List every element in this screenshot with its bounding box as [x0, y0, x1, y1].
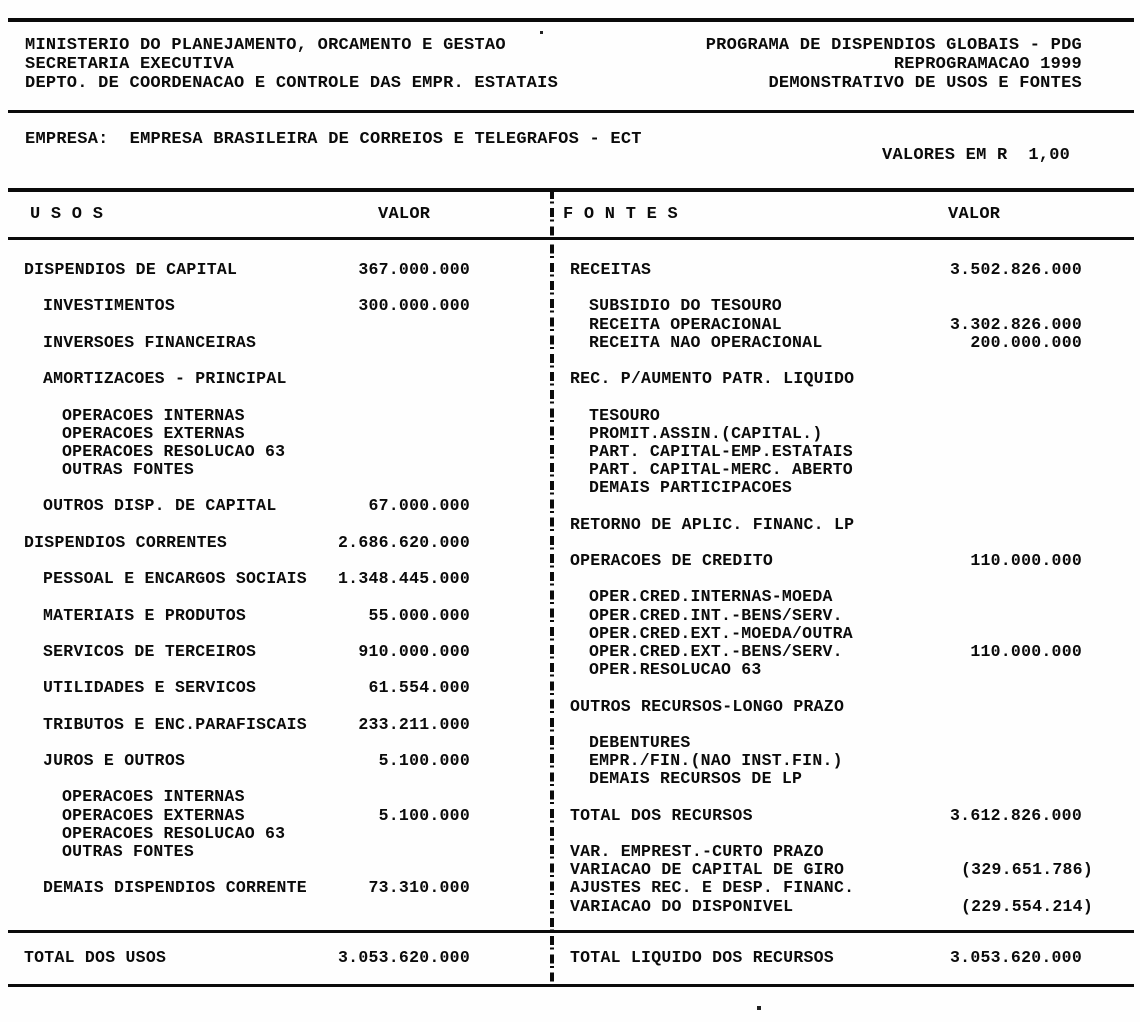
table-row — [24, 679, 470, 697]
scan-artifact-dot — [540, 31, 543, 34]
table-row — [24, 370, 470, 388]
row-label: VAR. EMPREST.-CURTO PRAZO — [570, 842, 824, 861]
table-row — [570, 461, 1082, 479]
rule-under-header — [8, 110, 1134, 113]
uses-total-value: 3.053.620.000 — [338, 948, 470, 967]
ministry-line-1: MINISTERIO DO PLANEJAMENTO, ORCAMENTO E GESTAO — [25, 36, 506, 55]
table-row — [24, 643, 470, 661]
table-row — [24, 825, 470, 843]
table-row — [24, 443, 470, 461]
row-label: PESSOAL E ENCARGOS SOCIAIS — [43, 569, 307, 589]
table-row — [570, 698, 1082, 716]
row-label: INVERSOES FINANCEIRAS — [43, 332, 257, 352]
row-label: DISPENDIOS DE CAPITAL — [24, 260, 238, 279]
row-label: OUTRAS FONTES — [62, 842, 194, 861]
table-row — [570, 860, 1093, 880]
row-value: 5.100.000 — [378, 751, 470, 771]
row-label: INVESTIMENTOS — [43, 296, 175, 316]
table-row — [24, 388, 470, 406]
table-row — [24, 843, 470, 861]
table-row — [570, 316, 1082, 334]
row-value: 3.502.826.000 — [950, 260, 1082, 279]
table-row — [24, 497, 470, 515]
statement-title: DEMONSTRATIVO DE USOS E FONTES — [768, 74, 1082, 93]
rule-above-totals — [8, 930, 1134, 933]
column-divider — [550, 190, 554, 988]
row-value: 3.612.826.000 — [950, 805, 1082, 825]
rule-bottom — [8, 984, 1134, 987]
row-value: 55.000.000 — [368, 605, 470, 625]
table-row — [24, 261, 470, 279]
table-row — [24, 861, 470, 879]
table-row — [570, 388, 1082, 406]
table-row — [24, 279, 470, 297]
row-label: TESOURO — [589, 405, 661, 425]
company-label: EMPRESA: — [25, 130, 109, 149]
row-label: RECEITAS — [570, 260, 652, 279]
table-row — [24, 625, 470, 643]
table-row — [570, 716, 1082, 734]
row-label: REC. P/AUMENTO PATR. LIQUIDO — [570, 369, 855, 389]
table-row — [570, 297, 1082, 315]
table-row — [570, 370, 1082, 388]
uses-value-header: VALOR — [378, 205, 431, 224]
table-row — [570, 334, 1082, 352]
table-row — [570, 879, 1082, 897]
row-value: (329.651.786) — [961, 860, 1093, 880]
table-row — [570, 352, 1082, 370]
table-row — [570, 734, 1082, 752]
sources-column-header: F O N T E S — [563, 205, 678, 224]
row-label: OPER.CRED.EXT.-BENS/SERV. — [589, 641, 843, 661]
ministry-line-2: SECRETARIA EXECUTIVA — [25, 55, 235, 74]
table-row — [24, 752, 470, 770]
table-row — [24, 334, 470, 352]
row-value: 67.000.000 — [368, 496, 470, 516]
table-row — [24, 352, 470, 370]
row-label: OPERACOES INTERNAS — [62, 787, 245, 807]
table-row — [24, 570, 470, 588]
row-label: SERVICOS DE TERCEIROS — [43, 641, 257, 661]
table-row — [570, 407, 1082, 425]
program-title: PROGRAMA DE DISPENDIOS GLOBAIS - PDG — [705, 36, 1082, 55]
table-row — [570, 643, 1082, 661]
table-row — [570, 661, 1082, 679]
uses-column-header: U S O S — [30, 205, 104, 224]
ministry-header — [25, 36, 558, 93]
table-row — [570, 825, 1082, 843]
row-value: 2.686.620.000 — [338, 532, 470, 552]
row-label: VARIACAO DO DISPONIVEL — [570, 896, 794, 916]
row-label: RECEITA NAO OPERACIONAL — [589, 332, 823, 352]
row-value: 3.302.826.000 — [950, 314, 1082, 334]
row-label: RETORNO DE APLIC. FINANC. LP — [570, 514, 855, 534]
row-label: JUROS E OUTROS — [43, 751, 186, 771]
row-label: OPERACOES DE CREDITO — [570, 551, 774, 570]
table-row — [24, 734, 470, 752]
table-row — [570, 625, 1082, 643]
row-label: PART. CAPITAL-EMP.ESTATAIS — [589, 441, 853, 461]
row-label: MATERIAIS E PRODUTOS — [43, 605, 247, 625]
row-value: 61.554.000 — [368, 678, 470, 698]
row-label: OUTROS RECURSOS-LONGO PRAZO — [570, 696, 845, 716]
table-row — [24, 716, 470, 734]
row-label: AMORTIZACOES - PRINCIPAL — [43, 369, 287, 389]
company-line — [25, 130, 642, 149]
row-label: SUBSIDIO DO TESOURO — [589, 296, 782, 316]
row-label: DEMAIS PARTICIPACOES — [589, 478, 793, 498]
uses-total-label: TOTAL DOS USOS — [24, 948, 167, 967]
table-row — [24, 879, 470, 897]
uses-column — [24, 261, 470, 916]
table-row — [24, 407, 470, 425]
row-value: (229.554.214) — [961, 896, 1093, 916]
program-header — [706, 36, 1082, 93]
row-label: AJUSTES REC. E DESP. FINANC. — [570, 878, 855, 898]
row-label: OPERACOES EXTERNAS — [62, 423, 245, 443]
row-label: UTILIDADES E SERVICOS — [43, 678, 257, 698]
table-row — [24, 552, 470, 570]
table-row — [570, 807, 1082, 825]
rule-top — [8, 18, 1134, 22]
row-label: DISPENDIOS CORRENTES — [24, 532, 228, 552]
row-value: 5.100.000 — [378, 805, 470, 825]
table-row — [24, 607, 470, 625]
row-label: TOTAL DOS RECURSOS — [570, 805, 753, 825]
table-row — [24, 588, 470, 606]
table-row — [24, 297, 470, 315]
row-value: 367.000.000 — [358, 260, 470, 279]
sources-total-value: 3.053.620.000 — [950, 948, 1082, 967]
row-value: 200.000.000 — [970, 332, 1082, 352]
table-row — [570, 679, 1082, 697]
rule-above-column-headers — [8, 188, 1134, 192]
row-label: RECEITA OPERACIONAL — [589, 314, 782, 334]
row-label: OPERACOES EXTERNAS — [62, 805, 245, 825]
row-label: OPER.CRED.EXT.-MOEDA/OUTRA — [589, 623, 853, 643]
sources-value-header: VALOR — [948, 205, 1001, 224]
company-name: EMPRESA BRASILEIRA DE CORREIOS E TELEGRAFOS - ECT — [129, 130, 642, 149]
table-row — [570, 279, 1082, 297]
table-row — [570, 770, 1082, 788]
table-row — [570, 788, 1082, 806]
row-value: 73.310.000 — [368, 878, 470, 898]
table-row — [570, 896, 1093, 916]
rule-below-column-headers — [8, 237, 1134, 240]
table-row — [570, 552, 1082, 570]
table-row — [24, 425, 470, 443]
row-label: EMPR./FIN.(NAO INST.FIN.) — [589, 751, 843, 771]
table-row — [570, 752, 1082, 770]
sources-total-row — [570, 948, 1082, 968]
row-label: OPER.CRED.INT.-BENS/SERV. — [589, 605, 843, 625]
table-row — [24, 898, 470, 916]
row-value: 910.000.000 — [358, 641, 470, 661]
table-row — [24, 788, 470, 806]
table-row — [570, 261, 1082, 279]
row-label: OUTROS DISP. DE CAPITAL — [43, 496, 277, 516]
row-value: 110.000.000 — [970, 641, 1082, 661]
row-label: OPER.CRED.INTERNAS-MOEDA — [589, 587, 833, 607]
table-row — [570, 607, 1082, 625]
row-label: PART. CAPITAL-MERC. ABERTO — [589, 460, 853, 480]
currency-note: VALORES EM R 1,00 — [882, 146, 1071, 165]
row-label: OPERACOES RESOLUCAO 63 — [62, 823, 286, 843]
program-subtitle: REPROGRAMACAO 1999 — [893, 55, 1082, 74]
row-label: OPERACOES RESOLUCAO 63 — [62, 441, 286, 461]
row-label: TRIBUTOS E ENC.PARAFISCAIS — [43, 714, 307, 734]
table-row — [24, 698, 470, 716]
row-value: 300.000.000 — [358, 296, 470, 316]
table-row — [570, 497, 1082, 515]
uses-total-row — [24, 948, 470, 968]
table-row — [570, 479, 1082, 497]
row-label: OPER.RESOLUCAO 63 — [589, 660, 762, 680]
table-row — [570, 425, 1082, 443]
table-row — [24, 661, 470, 679]
scan-artifact-dot — [757, 1006, 761, 1010]
table-row — [24, 534, 470, 552]
table-row — [570, 534, 1082, 552]
row-value: 1.348.445.000 — [338, 569, 470, 589]
table-row — [24, 461, 470, 479]
table-row — [24, 807, 470, 825]
row-label: OPERACOES INTERNAS — [62, 405, 245, 425]
row-value: 110.000.000 — [970, 551, 1082, 570]
ministry-line-3: DEPTO. DE COORDENACAO E CONTROLE DAS EMPR. ESTATAIS — [25, 74, 559, 93]
row-label: DEMAIS DISPENDIOS CORRENTE — [43, 878, 307, 898]
table-row — [570, 443, 1082, 461]
row-value: 233.211.000 — [358, 714, 470, 734]
row-label: DEMAIS RECURSOS DE LP — [589, 769, 803, 789]
table-row — [570, 516, 1082, 534]
table-row — [570, 570, 1082, 588]
table-row — [24, 770, 470, 788]
table-row — [570, 843, 1082, 861]
row-label: OUTRAS FONTES — [62, 460, 194, 480]
table-row — [24, 316, 470, 334]
table-row — [24, 516, 470, 534]
table-row — [570, 588, 1082, 606]
table-row — [24, 479, 470, 497]
sources-total-label: TOTAL LIQUIDO DOS RECURSOS — [570, 948, 834, 967]
row-label: DEBENTURES — [589, 732, 691, 752]
row-label: VARIACAO DE CAPITAL DE GIRO — [570, 860, 845, 880]
sources-column — [570, 260, 1093, 916]
row-label: PROMIT.ASSIN.(CAPITAL.) — [589, 423, 823, 443]
